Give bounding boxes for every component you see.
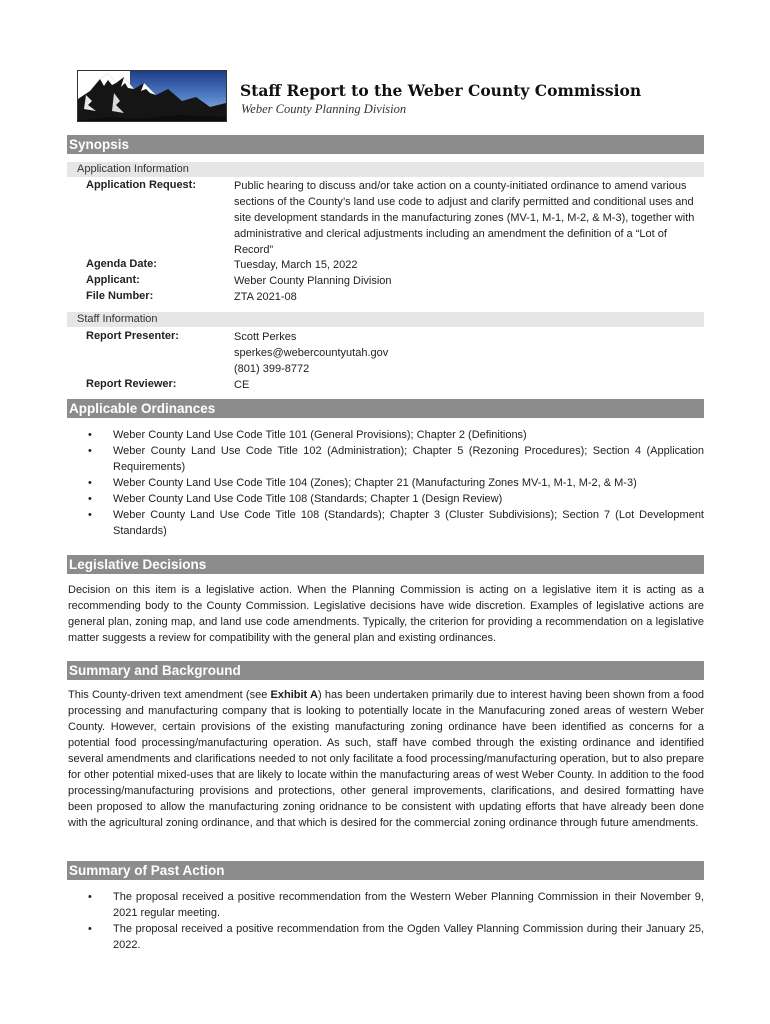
application-request-value: Public hearing to discuss and/or take action on a county-initiated ordinance to amend various sections of the County’s land use code to adjust and clarify permitted and conditional uses and site development standards in the manufacturing zones (MV-1, M-1, M-2, & M-3), together with administrative and clerical adjustments including an amendment the definition of a “Lot of Record” [234,180,695,256]
list-item: • The proposal received a positive recommendation from the Western Weber Planning Commission in their November 9, 2021 regular meeting. [88,889,704,921]
application-label-rest: Information [130,163,189,175]
list-item: • Weber County Land Use Code Title 102 (Administration); Chapter 5 (Rezoning Procedures); Section 4 (Application Requirements) [88,443,704,475]
section-past-action-heading: Summary of Past Action [67,861,704,880]
report-presenter-key: Report Presenter: [86,330,179,342]
past-action-list [88,889,704,953]
presenter-name: Scott Perkes [234,331,297,343]
file-number-key: File Number: [86,290,154,302]
report-subtitle: Weber County Planning Division [241,102,407,116]
application-request-key: Application Request: [86,179,197,191]
section-applicable-ordinances-heading: Applicable Ordinances [67,399,704,418]
presenter-email: sperkes@webercountyutah.gov [234,347,389,359]
section-legislative-decisions-heading: Legislative Decisions [67,555,704,574]
report-reviewer-key: Report Reviewer: [86,378,177,390]
presenter-phone: (801) 399-8772 [234,363,310,375]
exhibit-a-reference: Exhibit A [270,689,318,701]
summary-background-text [68,687,704,831]
applicant-value: Weber County Planning Division [234,275,392,287]
list-item: • Weber County Land Use Code Title 108 (Standards; Chapter 1 (Design Review) [88,491,704,507]
application-information-label [67,162,704,177]
ordinance-list [88,427,704,539]
agenda-date-value: Tuesday, March 15, 2022 [234,259,358,271]
report-title: Staff Report to the Weber County Commission [240,81,642,100]
summary-text-after: ) has been undertaken primarily due to interest having been shown from a food processing and manufacturing company that is looking to potentially locate in the Manufacuring zoned areas of western Weber County. However, certain provisions of the existing manufacturing zoning ordinance have been identified as concerns for a potential food processing/manufacturing operation. As such, staff have combed through the existing ordinance and identified several amendments and clarifications needed to not only facilitate a food processing/manufacturing operation, but to also prepare for other potential mixed-uses that are likely to locate within the manufacturing areas of west Weber County. In addition to the food processing/manufacturing provisions and protections, other general improvements, clarifications, and desired formatting have been proposed to allow the manufacturing zoning oridnance to be consistent with updating efforts that have already been done with the agricultural zoning ordinance, and that which is desired for the commercial zoning ordinance through future amendments. [68,689,704,829]
list-item: • Weber County Land Use Code Title 104 (Zones); Chapter 21 (Manufacturing Zones MV-1, M-1, M-2, & M-3) [88,475,704,491]
legislative-decisions-text: Decision on this item is a legislative action. When the Planning Commission is acting on a legislative item it is acting as a recommending body to the County Commission. Legislative decisions have wide discretion. Examples of legislative actions are general plan, zoning map, and land use code amendments. Typically, the criterion for providing a recommendation on a legislative matter suggests a review for compatibility with the general plan and existing ordinances. [68,584,704,644]
agenda-date-key: Agenda Date: [86,258,157,270]
file-number-value: ZTA 2021-08 [234,291,297,303]
section-synopsis-heading: Synopsis [67,135,704,154]
list-item: • Weber County Land Use Code Title 101 (General Provisions); Chapter 2 (Definitions) [88,427,704,443]
list-item: • Weber County Land Use Code Title 108 (Standards); Chapter 3 (Cluster Subdivisions); Section 7 (Lot Development Standards) [88,507,704,539]
staff-information-label: Staff Information [67,312,704,327]
mountain-logo-icon [77,70,227,122]
section-summary-background-heading: Summary and Background [67,661,704,680]
application-label-bold: Application [77,163,131,175]
summary-text-before: This County-driven text amendment (see [68,689,271,701]
list-item: • The proposal received a positive recommendation from the Ogden Valley Planning Commission during their January 25, 2022. [88,921,704,953]
report-reviewer-value: CE [234,379,250,391]
applicant-key: Applicant: [86,274,140,286]
